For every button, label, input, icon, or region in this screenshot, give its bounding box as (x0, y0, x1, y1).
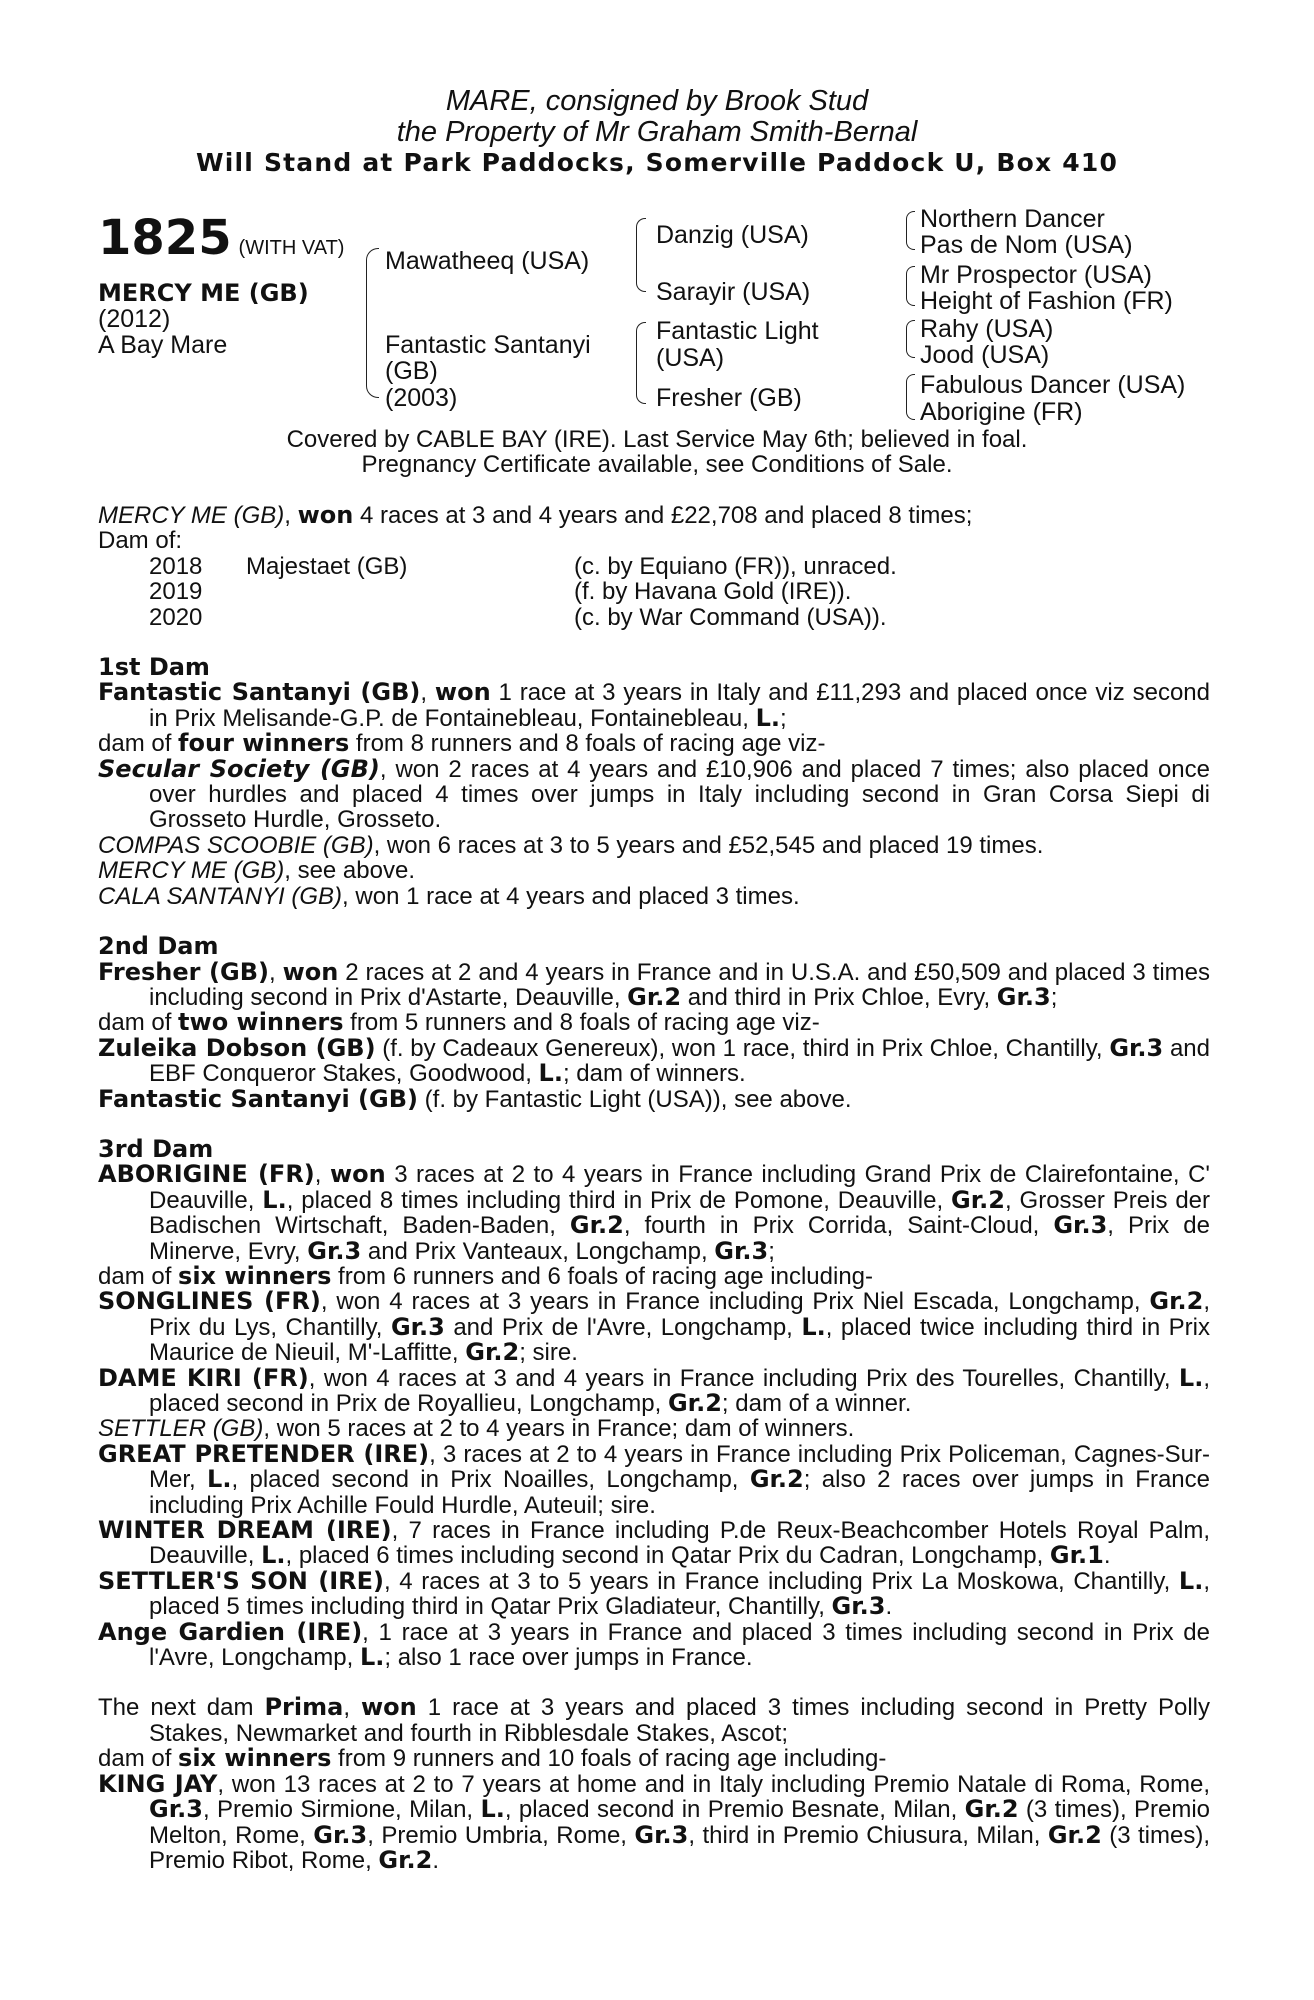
produce-entry: SONGLINES (FR), won 4 races at 3 years in France including Prix Niel Escada, Longchamp, Gr.2, Prix du Lys, Chantilly, Gr.3 and Prix de l'Avre, Longchamp, L., placed twice including third in Prix Maurice de Nieuil, M'-Laffitte, Gr.2; sire. (98, 1287, 1211, 1367)
dam-of-label: Dam of: (98, 527, 183, 555)
dam-sire-line2: (USA) (656, 344, 725, 372)
second-dam-heading: 2nd Dam (98, 932, 219, 961)
location-line: Will Stand at Park Paddocks, Somerville Paddock U, Box 410 (195, 148, 1119, 177)
ped-ssd: Pas de Nom (USA) (920, 231, 1133, 259)
produce-entry: Fantastic Santanyi (GB) (f. by Fantastic Light (USA)), see above. (98, 1084, 852, 1113)
ped-dds: Fabulous Dancer (USA) (920, 371, 1186, 399)
pedigree-body (98, 503, 1210, 1873)
pedigree-brace-dam (636, 322, 646, 404)
lot-number: 1825 (98, 210, 232, 266)
ped-sss: Northern Dancer (920, 205, 1105, 233)
pedigree-brace-main (366, 248, 379, 398)
horse-year: (2012) (98, 305, 171, 333)
grand-produce-entry: Ange Gardien (IRE), 1 race at 3 years in France and placed 3 times including second in Prix de l'Avre, Longchamp, L.; also 1 race over jumps in France. (98, 1617, 1210, 1672)
produce-entry: COMPAS SCOOBIE (GB), won 6 races at 3 to 5 years and £52,545 and placed 19 times. (98, 831, 1044, 859)
sire: Mawatheeq (USA) (385, 247, 590, 275)
produce-entry: CALA SANTANYI (GB), won 1 race at 4 years and placed 3 times. (98, 882, 800, 910)
first-dam-heading: 1st Dam (98, 653, 210, 682)
sire-dam: Sarayir (USA) (656, 278, 811, 306)
ped-dsd: Jood (USA) (920, 341, 1050, 369)
pedigree-brace-2 (906, 266, 915, 306)
dam-line1: Fantastic Santanyi (385, 331, 591, 359)
sire-sire: Danzig (USA) (656, 221, 809, 249)
horse-description: A Bay Mare (98, 331, 228, 359)
produce-entry: Secular Society (GB), won 2 races at 4 years and £10,906 and placed 7 times; also placed once over hurdles and placed 4 times over jumps in Italy including second in Gran Corsa Siepi di Grosseto Hurdle, Grosseto. (98, 754, 1210, 834)
ped-sds: Mr Prospector (USA) (920, 261, 1152, 289)
covered-line: Covered by CABLE BAY (IRE). Last Service May 6th; believed in foal. (286, 426, 1028, 453)
produce-entry: Zuleika Dobson (GB) (f. by Cadeaux Genereux), won 1 race, third in Prix Chloe, Chantilly, Gr.3 and EBF Conqueror Stakes, Goodwood, L.; dam of winners. (98, 1033, 1211, 1088)
foal-row: 2019 (f. by Havana Gold (IRE)). (149, 578, 852, 606)
produce-entry: DAME KIRI (FR), won 4 races at 3 and 4 years in France including Prix des Tourelles, Chantilly, L., placed second in Prix de Royallieu, Longchamp, Gr.2; dam of a winner. (98, 1363, 1211, 1417)
next-dam-record: The next dam Prima, won 1 race at 3 years and placed 3 times including second in Pretty Polly Stakes, Newmarket and fourth in Ribblesdale Stakes, Ascot; (98, 1693, 1210, 1747)
grand-produce-entry: SETTLER'S SON (IRE), 4 races at 3 to 5 years in France including Prix La Moskowa, Chantilly, L., placed 5 times including third in Qatar Prix Gladiateur, Chantilly, Gr.3. (98, 1566, 1211, 1621)
pedigree-brace-sire (636, 218, 646, 292)
third-dam-produce-summary: dam of six winners from 6 runners and 6 foals of racing age including- (98, 1261, 874, 1290)
foal-row: 2020 (c. by War Command (USA)). (149, 603, 887, 631)
second-dam-produce-summary: dam of two winners from 5 runners and 8 foals of racing age viz- (98, 1008, 820, 1037)
first-dam-record: Fantastic Santanyi (GB), won 1 race at 3 years in Italy and £11,293 and placed once viz second in Prix Melisande-G.P. de Fontainebleau, Fontainebleau, L.; (98, 678, 1210, 732)
consignor-line: MARE, consigned by Brook Stud (445, 85, 869, 117)
second-dam-record: Fresher (GB), won 2 races at 2 and 4 years in France and in U.S.A. and £50,509 and placed 3 times including second in Prix d'Astarte, Deauville, Gr.2 and third in Prix Chloe, Evry, Gr.3; (98, 957, 1211, 1011)
produce-entry: SETTLER (GB), won 5 races at 2 to 4 years in France; dam of winners. (98, 1415, 855, 1443)
lot-number-block (98, 210, 345, 266)
produce-entry: MERCY ME (GB), see above. (98, 857, 415, 885)
pedigree-brace-4 (906, 374, 915, 420)
grand-produce-entry: GREAT PRETENDER (IRE), 3 races at 2 to 4 years in France including Prix Policeman, Cagnes-Sur-Mer, L., placed second in Prix Noailles, Longchamp, Gr.2; also 2 races over jumps in France including Prix Achille Fould Hurdle, Auteuil; sire. (98, 1439, 1210, 1519)
ped-sdd: Height of Fashion (FR) (920, 287, 1173, 315)
first-dam-produce-summary: dam of four winners from 8 runners and 8 foals of racing age viz- (98, 729, 826, 758)
ped-dss: Rahy (USA) (920, 315, 1054, 343)
vat-note: (WITH VAT) (238, 237, 345, 259)
grand-produce-entry: WINTER DREAM (IRE), 7 races in France including P.de Reux-Beachcomber Hotels Royal Palm, Deauville, L., placed 6 times including second in Qatar Prix du Cadran, Longchamp, Gr.1. (98, 1516, 1210, 1570)
horse-name: MERCY ME (GB) (98, 279, 309, 307)
ped-ddd: Aborigine (FR) (920, 398, 1083, 426)
next-dam-produce-summary: dam of six winners from 9 runners and 10 foals of racing age including- (98, 1744, 887, 1773)
produce-entry: KING JAY, won 13 races at 2 to 7 years at home and in Italy including Premio Natale di Roma, Rome, Gr.3, Premio Sirmione, Milan, L., placed second in Premio Besnate, Milan, Gr.2 (3 times), Premio Melton, Rome, Gr.3, Premio Umbria, Rome, Gr.3, third in Premio Chiusura, Milan, Gr.2 (3 times), Premio Ribot, Rome, Gr.2. (98, 1769, 1211, 1874)
pedigree-brace-3 (906, 320, 915, 358)
pregnancy-line: Pregnancy Certificate available, see Conditions of Sale. (361, 451, 953, 478)
produce-intro: MERCY ME (GB), won 4 races at 3 and 4 years and £22,708 and placed 8 times; (98, 501, 973, 529)
dam-sire-line1: Fantastic Light (656, 317, 819, 345)
third-dam-heading: 3rd Dam (98, 1134, 214, 1163)
property-line: the Property of Mr Graham Smith-Bernal (396, 116, 918, 148)
dam-line2: (GB) (385, 357, 438, 385)
pedigree-brace-1 (906, 211, 915, 250)
dam-line3: (2003) (385, 384, 458, 412)
dam-dam: Fresher (GB) (656, 384, 802, 412)
third-dam-record: ABORIGINE (FR), won 3 races at 2 to 4 years in France including Grand Prix de Clairefontaine, C' Deauville, L., placed 8 times including third in Prix de Pomone, Deauville, Gr.2, Grosser Preis der Badischen Wirtschaft, Baden-Baden, Gr.2, fourth in Prix Corrida, Saint-Cloud, Gr.3, Prix de Minerve, Evry, Gr.3 and Prix Vanteaux, Longchamp, Gr.3; (98, 1160, 1211, 1265)
foal-row: 2018 Majestaet (GB) (c. by Equiano (FR)), unraced. (149, 552, 897, 580)
